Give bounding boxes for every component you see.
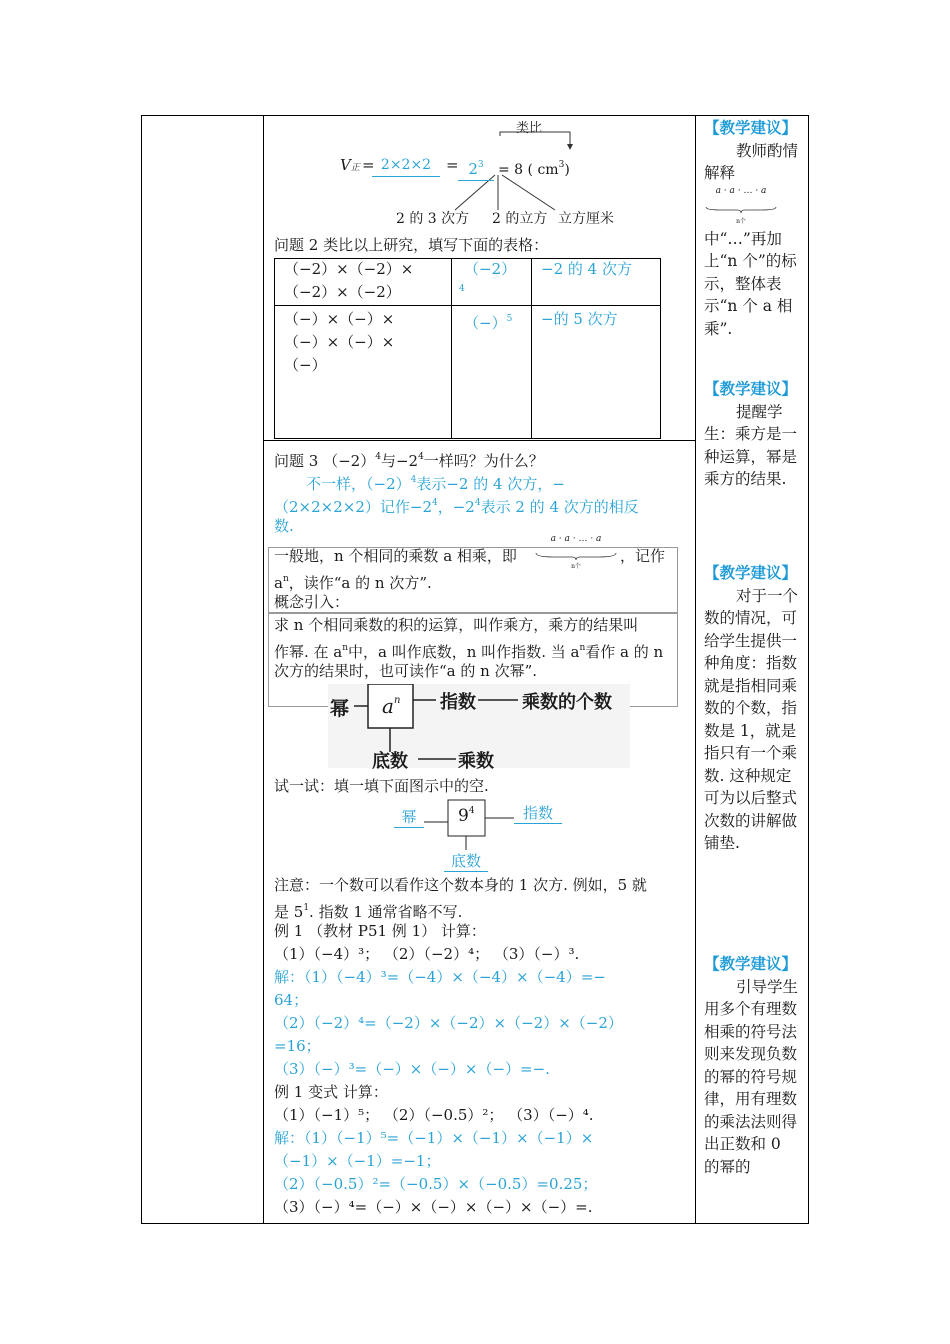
question-2-title: 问题 2 类比以上研究，填写下面的表格： (274, 236, 549, 254)
base-letter: $a^n$ (382, 694, 401, 718)
table-col-divider-1 (263, 115, 264, 1224)
table-bottom-border (141, 1223, 809, 1224)
sidebar-text: 教师酌情解释 (704, 141, 799, 182)
table-row-divider (263, 440, 695, 441)
table-top-border (141, 115, 809, 116)
try-exponent-blank: 指数 (514, 802, 562, 824)
table-left-border (141, 115, 142, 1224)
variant-solution-1: 解：（1）（−1）⁵=（−1）×（−1）×（−1）× (274, 1129, 594, 1147)
variant-solution-4: （3）（−）⁴=（−）×（−）×（−）×（−）=. (274, 1198, 593, 1216)
sidebar-heading: 【教学建议】 (704, 564, 798, 582)
sidebar-note-3 (704, 562, 800, 855)
sidebar-heading: 【教学建议】 (704, 955, 798, 973)
table-cell-expr: （−）×（−）× (284, 310, 395, 328)
power-blank: $2^3$ (458, 154, 494, 181)
equals-2: = (446, 156, 459, 174)
base-label: 底数 (372, 751, 408, 772)
volume-symbol: V正 (340, 156, 360, 174)
table-cell-expr: （−）×（−）× (284, 333, 395, 351)
note-line-2: 是 $5^1$. 指数 1 通常省略不写. (274, 903, 463, 921)
table-cell-read: −的 5 次方 (541, 310, 618, 328)
try-title: 试一试：填一填下面图示中的空. (274, 777, 489, 795)
table-cell-expr: （−2）×（−2）× (284, 260, 414, 278)
question-3-answer-line3: 数. (274, 517, 294, 535)
note-cubic-cm: 立方厘米 (558, 211, 614, 227)
power-label: 幂 (330, 698, 350, 720)
example-1-title: 例 1 （教材 P51 例 1） 计算： (274, 922, 486, 940)
example-1-items: （1）（−4）³； （2）（−2）⁴； （3）（−）³. (274, 945, 580, 963)
variant-title: 例 1 变式 计算： (274, 1083, 388, 1101)
example-1-solution-5: （3）（−）³=（−）×（−）×（−）=−. (274, 1060, 550, 1078)
result-value: = 8 ( $cm^3$) (498, 160, 570, 178)
example-1-solution-1: 解：（1）（−4）³=（−4）×（−4）×（−4）=− (274, 968, 606, 986)
definition-text-3: 次方的结果时，也可读作“a 的 n 次幂”. (274, 662, 538, 680)
sidebar-heading: 【教学建议】 (704, 119, 798, 137)
question-3-title: 问题 3 $(-2)^4$与$-2^4$一样吗？为什么？ (274, 452, 544, 470)
equals-1: = (362, 156, 375, 174)
sidebar-text: 对于一个数的情况，可给学生提供一种角度：指数就是指相同乘数的个数，指数是 1，就是指只有一个乘数. 这种规定可为以后整式次数的讲解做铺垫. (704, 586, 799, 852)
example-1-solution-4: =16； (274, 1037, 321, 1055)
product-blank: 2×2×2 (372, 154, 440, 177)
concept-intro: 概念引入： (274, 593, 350, 611)
try-power-blank: 幂 (394, 806, 424, 828)
variant-solution-3: （2）（−0.5）²=（−0.5）×（−0.5）=0.25； (274, 1175, 598, 1193)
note-cubed-read: 2 的 3 次方 (396, 211, 470, 227)
variant-items: （1）（−1）⁵； （2）（−0.5）²； （3）（−）⁴. (274, 1106, 594, 1124)
question-3-answer-line2: （2×2×2×2）记作$-2^4$，$-2^4$表示 2 的 4 次方的相反 (274, 498, 639, 516)
power-diagram (328, 684, 630, 772)
try-base-number: $9^4$ (458, 806, 475, 826)
note-line-1: 注意：一个数可以看作这个数本身的 1 次方. 例如，5 就 (274, 876, 647, 894)
try-base-blank: 底数 (444, 850, 488, 872)
definition-line-2: $a^n$，读作“a 的 n 次方”. (274, 574, 432, 592)
table-col-divider-2 (695, 115, 696, 1224)
multiplier-label: 乘数 (458, 751, 494, 772)
sidebar-note-2 (704, 378, 800, 491)
sidebar-text-after: 中“…”再加上“n 个”的标示，整体表示“n 个 a 相乘”. (704, 229, 797, 338)
definition-line-1a: 一般地，n 个相同的乘数 a 相乘，即 (274, 547, 517, 565)
example-1-solution-2: 64； (274, 991, 309, 1009)
sidebar-text: 引导学生用多个有理数相乘的符号法则来发现负数的幂的符号规律，用有理数的乘法法则得出正数和 0 的幂的 (704, 977, 799, 1176)
table-cell-power: （−2） (464, 260, 517, 278)
sidebar-heading: 【教学建议】 (704, 380, 798, 398)
brace-product: a · a · … · a n个 (534, 533, 618, 570)
try-diagram (394, 796, 566, 874)
analogy-label: 类比 (516, 121, 543, 136)
example-1-solution-3: （2）（−2）⁴=（−2）×（−2）×（−2）×（−2） (274, 1014, 623, 1032)
note-cube: 2 的立方 (492, 211, 548, 227)
sidebar-note-1 (704, 117, 800, 340)
sidebar-text: 提醒学生：乘方是一种运算，幂是乘方的结果. (704, 402, 798, 488)
definition-text-1: 求 n 个相同乘数的积的运算，叫作乘方，乘方的结果叫 (274, 616, 639, 634)
exponent-label: 指数 (440, 692, 476, 713)
variant-solution-2: （−1）×（−1）=−1； (274, 1152, 441, 1170)
table-cell-power-exp: 4 (459, 284, 465, 294)
table-right-border (808, 115, 809, 1224)
table-cell-expr: （−2）×（−2） (284, 283, 401, 301)
question-3-answer-line1: 不一样，$(-2)^4$表示−2 的 4 次方，− (306, 475, 565, 493)
multiplier-count-label: 乘数的个数 (522, 692, 612, 713)
sidebar-brace: a · a · … · a n个 (704, 185, 778, 225)
table-cell-power: $(-)^5$ (464, 314, 513, 332)
definition-line-1b: ，记作 (620, 547, 666, 565)
definition-text-2: 作幂. 在 $a^n$中，a 叫作底数，n 叫作指数. 当 $a^n$看作 a 的 n (274, 643, 664, 661)
table-cell-expr: （−） (284, 356, 327, 374)
sidebar-note-4 (704, 953, 800, 1178)
table-cell-read: −2 的 4 次方 (541, 260, 632, 278)
